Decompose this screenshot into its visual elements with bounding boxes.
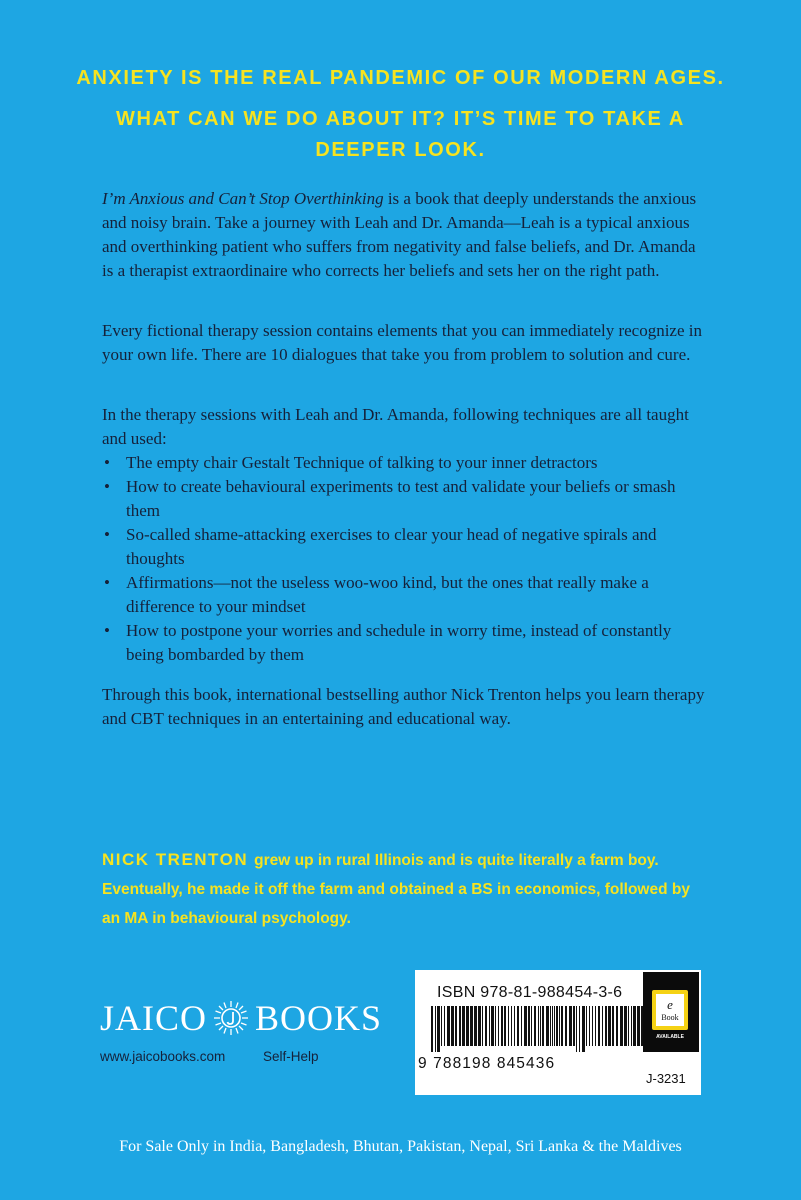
barcode-bar: [608, 1006, 611, 1046]
bullet-icon: •: [104, 453, 110, 472]
author-bio: [102, 845, 712, 933]
barcode-bar: [485, 1006, 487, 1046]
barcode-bar: [579, 1006, 580, 1052]
ebook-available-text: AVAILABLE: [656, 1034, 684, 1040]
author-name: NICK TRENTON: [102, 850, 249, 869]
list-item-text: So-called shame-attacking exercises to clear your head of negative spirals and thoughts: [126, 525, 657, 568]
barcode-bar: [561, 1006, 563, 1046]
description-paragraph-2-text: Every fictional therapy session contains elements that you can immediately recognize in your own life. There are 10 dialogues that take you from problem to solution and cure.: [102, 321, 702, 364]
barcode-bar: [598, 1006, 600, 1046]
barcode-bar: [589, 1006, 590, 1046]
barcode-bar: [435, 1006, 436, 1052]
description-paragraph-2: [102, 319, 707, 367]
barcode-bar: [447, 1006, 450, 1046]
barcode-bar: [631, 1006, 632, 1046]
author-bio-text: grew up in rural Illinois and is quite literally a farm boy. Eventually, he made it off the farm and obtained a BS in economics, followed by an MA in behavioural psychology.: [102, 852, 690, 927]
description-paragraph-3: [102, 403, 707, 451]
barcode-bar: [620, 1006, 623, 1046]
list-item-text: Affirmations—not the useless woo-woo kind, but the ones that really make a difference to your mindset: [126, 573, 649, 616]
barcode-bar: [521, 1006, 522, 1046]
bullet-icon: •: [104, 621, 110, 640]
publisher-website: www.jaicobooks.com: [100, 1049, 226, 1064]
barcode-bar: [491, 1006, 494, 1046]
barcode-bar: [444, 1006, 445, 1046]
barcode-bar: [517, 1006, 519, 1046]
barcode-bar: [540, 1006, 541, 1046]
barcode-bar: [565, 1006, 567, 1046]
barcode-bar: [550, 1006, 551, 1046]
barcode-bar: [451, 1006, 454, 1046]
list-item-text: How to create behavioural experiments to test and validate your beliefs or smash them: [126, 477, 676, 520]
barcode-bar: [616, 1006, 618, 1046]
barcode: [427, 1006, 653, 1052]
barcode-bar: [495, 1006, 496, 1046]
barcode-bar: [528, 1006, 530, 1046]
list-item: [102, 475, 707, 523]
barcode-bar: [612, 1006, 614, 1046]
ebook-badge-panel: [643, 972, 699, 1052]
barcode-bar: [552, 1006, 553, 1046]
description-paragraph-1-text: is a book that deeply understands the anxious and noisy brain. Take a journey with Leah and Dr. Amanda—Leah is a typical anxious and overthinking patient who suffers from negativity and false beliefs, and Dr. Amanda is a therapist extraordinaire who corrects her beliefs and sets her on the right path.: [102, 189, 697, 280]
barcode-bar: [531, 1006, 532, 1046]
barcode-bar: [470, 1006, 473, 1046]
barcode-bar: [455, 1006, 457, 1046]
list-item-text: The empty chair Gestalt Technique of talking to your inner detractors: [126, 453, 598, 472]
barcode-bar: [534, 1006, 536, 1046]
barcode-bar: [556, 1006, 558, 1046]
barcode-bar: [586, 1006, 587, 1046]
barcode-bar: [582, 1006, 585, 1052]
barcode-digits: 9 788198 845436: [418, 1055, 556, 1072]
barcode-bar: [441, 1006, 442, 1046]
barcode-bar: [508, 1006, 509, 1046]
bullet-icon: •: [104, 477, 110, 496]
description-paragraph-4: [102, 683, 707, 731]
ebook-word: Book: [661, 1013, 679, 1022]
barcode-bar: [628, 1006, 629, 1046]
description-paragraph-1: [102, 187, 707, 283]
list-item: [102, 571, 707, 619]
book-title: I’m Anxious and Can’t Stop Overthinking: [102, 189, 384, 208]
jaico-sun-emblem-icon: [213, 1000, 249, 1036]
barcode-bar: [466, 1006, 469, 1046]
list-item-text: How to postpone your worries and schedule in worry time, instead of constantly being bombarded by them: [126, 621, 672, 664]
book-category: Self-Help: [263, 1049, 319, 1064]
headline-line-3: DEEPER LOOK.: [315, 139, 486, 161]
barcode-bar: [569, 1006, 572, 1046]
barcode-bar: [559, 1006, 560, 1046]
bullet-icon: •: [104, 573, 110, 592]
description-paragraph-3-text: In the therapy sessions with Leah and Dr. Amanda, following techniques are all taught and used:: [102, 405, 689, 448]
barcode-bar: [554, 1006, 555, 1046]
barcode-bar: [542, 1006, 544, 1046]
sale-territory-notice: For Sale Only in India, Bangladesh, Bhutan, Pakistan, Nepal, Sri Lanka & the Maldives: [119, 1138, 682, 1155]
barcode-bar: [538, 1006, 539, 1046]
headline-line-1: ANXIETY IS THE REAL PANDEMIC OF OUR MODERN AGES.: [76, 67, 725, 89]
barcode-bar: [474, 1006, 477, 1046]
list-item: [102, 523, 707, 571]
barcode-bar: [462, 1006, 465, 1046]
barcode-bar: [576, 1006, 577, 1052]
barcode-bar: [546, 1006, 549, 1046]
publisher-logo: [100, 997, 382, 1039]
barcode-bar: [524, 1006, 527, 1046]
barcode-bar: [573, 1006, 575, 1046]
barcode-bar: [605, 1006, 607, 1046]
barcode-bar: [482, 1006, 483, 1046]
list-item: [102, 619, 707, 667]
barcode-bar: [459, 1006, 461, 1046]
barcode-bar: [431, 1006, 433, 1052]
logo-right-text: BOOKS: [255, 998, 383, 1038]
barcode-bar: [592, 1006, 593, 1046]
barcode-bar: [504, 1006, 506, 1046]
barcode-bar: [624, 1006, 627, 1046]
description-paragraph-4-text: Through this book, international bestselling author Nick Trenton helps you learn therapy and CBT techniques in an entertaining and educational way.: [102, 685, 705, 728]
barcode-bar: [489, 1006, 490, 1046]
list-item: [102, 451, 707, 475]
catalog-code: J-3231: [646, 1071, 686, 1086]
barcode-bar: [637, 1006, 640, 1046]
isbn-text: ISBN 978-81-988454-3-6: [437, 984, 623, 1001]
barcode-bar: [501, 1006, 503, 1046]
barcode-bar: [511, 1006, 512, 1046]
barcode-bar: [595, 1006, 596, 1046]
ebook-e-glyph: e: [667, 997, 673, 1012]
headline-line-2: WHAT CAN WE DO ABOUT IT? IT’S TIME TO TAKE A: [116, 108, 685, 130]
bullet-icon: •: [104, 525, 110, 544]
barcode-bar: [633, 1006, 636, 1046]
barcode-bar: [478, 1006, 481, 1046]
barcode-bar: [498, 1006, 499, 1046]
barcode-bar: [514, 1006, 515, 1046]
e-book-available-icon: [643, 972, 699, 1052]
logo-left-text: JAICO: [100, 998, 208, 1038]
barcode-bar: [602, 1006, 603, 1046]
techniques-list: [102, 451, 707, 667]
barcode-bar: [437, 1006, 440, 1052]
